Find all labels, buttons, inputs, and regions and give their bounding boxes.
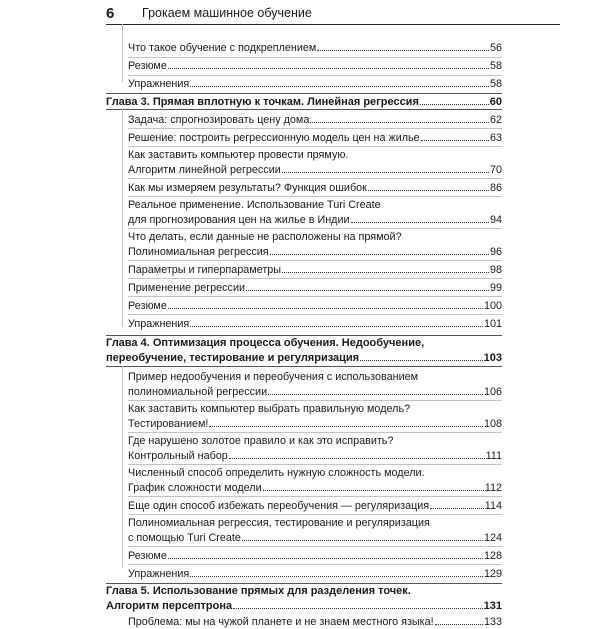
- toc-entry-line: Пример недообучения и переобучения с использованием: [128, 371, 419, 383]
- running-header: [106, 2, 560, 25]
- chapter-heading: переобучение, тестирование и регуляризация 103: [106, 352, 502, 364]
- toc-entry: Упражнения 101: [128, 318, 502, 330]
- toc-entry: Применение регрессии 99: [128, 282, 502, 294]
- toc-entry: Проблема: мы на чужой планете и не знаем местного языка! 133: [128, 616, 502, 628]
- table-of-contents: [106, 24, 502, 628]
- chapter-heading-line: Глава 5. Использование прямых для разделения точек.: [106, 585, 411, 597]
- toc-entry-line: Как заставить компьютер выбрать правильную модель?: [128, 403, 411, 415]
- toc-entry: Контрольный набор 111: [128, 450, 502, 462]
- toc-entry: Решение: построить регрессионную модель цен на жилье 63: [128, 132, 502, 144]
- book-title: Грокаем машинное обучение: [142, 6, 312, 20]
- chapter-heading: Глава 3. Прямая вплотную к точкам. Линейная регрессия 60: [106, 96, 502, 108]
- toc-entry: Алгоритм линейной регрессии 70: [128, 164, 502, 176]
- toc-entry: Резюме 100: [128, 300, 502, 312]
- toc-entry-line: Где нарушено золотое правило и как это исправить?: [128, 435, 394, 447]
- toc-entry: Параметры и гиперпараметры 98: [128, 264, 502, 276]
- toc-entry-line: Как заставить компьютер провести прямую.: [128, 149, 349, 161]
- chapter-heading-line: Глава 4. Оптимизация процесса обучения. Недообучение,: [106, 337, 425, 349]
- toc-entry: Задача: спрогнозировать цену дома 62: [128, 114, 502, 126]
- toc-entry: для прогнозирования цен на жилье в Индии 94: [128, 214, 502, 226]
- toc-entry-line: Численный способ определить нужную сложность модели.: [128, 467, 425, 479]
- page-number: 6: [106, 4, 115, 22]
- toc-entry: График сложности модели 112: [128, 482, 502, 494]
- toc-entry-line: Реальное применение. Использование Turi Create: [128, 199, 381, 211]
- toc-entry: Что такое обучение с подкреплением 56: [128, 42, 502, 54]
- toc-entry: Полиномиальная регрессия 96: [128, 246, 502, 258]
- toc-entry: Еще один способ избежать переобучения — регуляризация 114: [128, 500, 502, 512]
- toc-entry: Резюме 58: [128, 60, 502, 72]
- toc-entry: Как мы измеряем результаты? Функция ошибок 86: [128, 182, 502, 194]
- toc-entry-line: Что делать, если данные не расположены на прямой?: [128, 231, 402, 243]
- toc-entry: Упражнения 58: [128, 78, 502, 90]
- toc-entry: полиномиальной регрессии 106: [128, 386, 502, 398]
- toc-entry: Резюме 128: [128, 550, 502, 562]
- toc-entry: Тестированием! 108: [128, 418, 502, 430]
- toc-entry-line: Полиномиальная регрессия, тестирование и регуляризация: [128, 517, 430, 529]
- chapter-heading: Алгоритм персептрона 131: [106, 600, 502, 612]
- toc-entry: Упражнения 129: [128, 568, 502, 580]
- toc-entry: с помощью Turi Create 124: [128, 532, 502, 544]
